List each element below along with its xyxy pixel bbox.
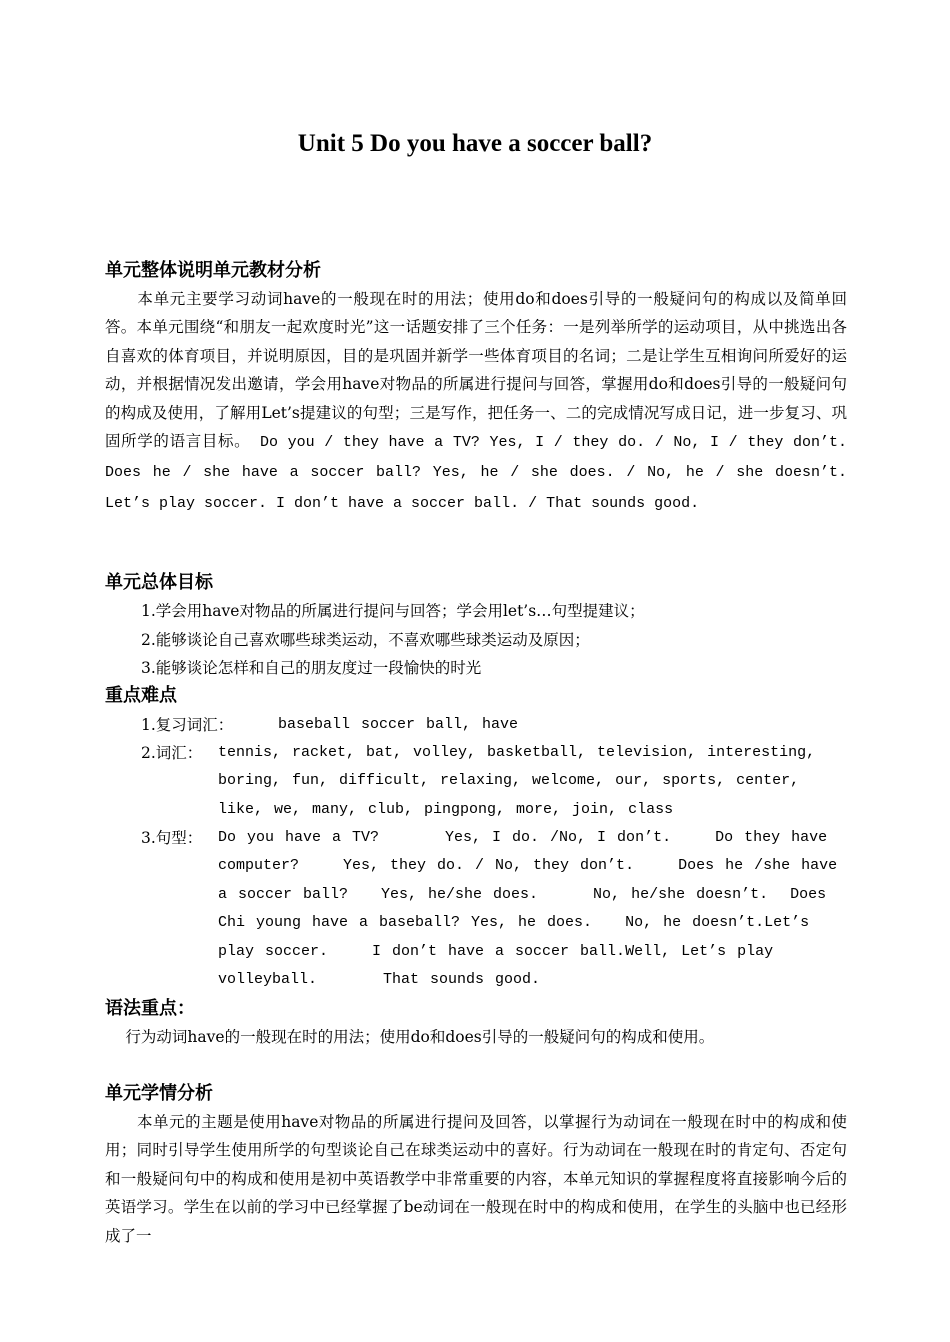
analysis-example-sentences: Do you / they have a TV? Yes, I / they do. / No, I / they don’t. Does he / she have a soccer ball? Yes, he / she does. / No, he / she doesn’t. Let’s play soccer. I don’t have a soccer ball. / That sounds good. [105, 434, 847, 512]
goal-item-3: 3.能够谈论怎样和自己的朋友度过一段愉快的时光 [141, 659, 482, 677]
heading-unit-analysis: 单元整体说明单元教材分析 [105, 260, 321, 281]
heading-learner-analysis: 单元学情分析 [105, 1083, 213, 1104]
analysis-intro-text: 本单元主要学习动词have的一般现在时的用法；使用do和does引导的一般疑问句的构成以及简单回答。本单元围绕“和朋友一起欢度时光”这一话题安排了三个任务：一是列举所学的运动项目，从中挑选出各自喜欢的体育项目，并说明原因，目的是巩固并新学一些体育项目的名词；二是让学生互相询问所爱好的运动，并根据情况发出邀请，学会用have对物品的所属进行提问与回答，掌握用do和does引导的一般疑问句的构成及使用，了解用Let’s提建议的句型；三是写作，把任务一、二的完成情况写成日记，进一步复习、巩固所学的语言目标。 [105, 290, 847, 451]
key-point-2-text: tennis, racket, bat, volley, basketball, television, interesting, boring, fun, difficult, relaxing, welcome, our, sports, center, like, we, many, club, pingpong, more, join, class [218, 744, 816, 818]
paragraph-grammar: 行为动词have的一般现在时的用法；使用do和does引导的一般疑问句的构成和使用。 [105, 1028, 715, 1046]
key-point-3-text: Do you have a TV? Yes, I do. /No, I don’t. Do they have computer? Yes, they do. / No, they don’t. Does he /she have a soccer ball? Yes, he/she does. No, he/she doesn’t. Does Chi young have a baseball? Yes, he does. No, he doesn’t.Let’s play soccer. I don’t have a soccer ball.Well, Let’s play volleyball. That sounds good. [218, 829, 849, 989]
key-point-sentence-patterns [141, 824, 849, 994]
key-point-1-label: 1.复习词汇： [141, 716, 234, 734]
key-point-2-label: 2.词汇： [141, 744, 203, 762]
paragraph-learner-analysis: 本单元的主题是使用have对物品的所属进行提问及回答，以掌握行为动词在一般现在时中的构成和使用；同时引导学生使用所学的句型谈论自己在球类运动中的喜好。行为动词在一般现在时的肯定句、否定句和一般疑问句中的构成和使用是初中英语教学中非常重要的内容，本单元知识的掌握程度将直接影响今后的英语学习。学生在以前的学习中已经掌握了be动词在一般现在时中的构成和使用，在学生的头脑中也已经形成了一 [105, 1113, 847, 1245]
goal-item-2: 2.能够谈论自己喜欢哪些球类运动，不喜欢哪些球类运动及原因； [141, 631, 590, 649]
paragraph-unit-analysis [105, 285, 847, 518]
key-point-3-label: 3.句型： [141, 829, 203, 847]
goal-item-1: 1.学会用have对物品的所属进行提问与回答；学会用let’s…句型提建议； [141, 602, 645, 620]
heading-grammar: 语法重点： [105, 998, 195, 1019]
heading-unit-goals: 单元总体目标 [105, 572, 213, 593]
key-point-review-vocabulary [141, 711, 841, 739]
heading-key-points: 重点难点 [105, 685, 177, 706]
key-point-vocabulary [141, 739, 841, 824]
document-title: Unit 5 Do you have a soccer ball? [297, 130, 653, 157]
key-point-1-text: baseball soccer ball, have [278, 716, 519, 733]
